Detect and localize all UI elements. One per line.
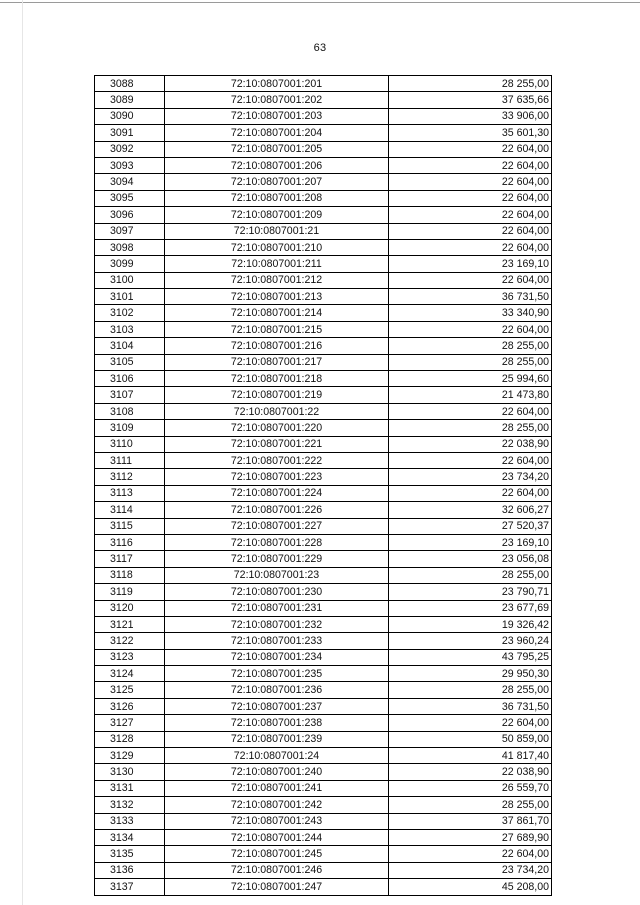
row-number-cell: 3111 bbox=[95, 452, 165, 468]
cadastral-value-cell: 28 255,00 bbox=[389, 797, 552, 813]
cadastral-value-cell: 28 255,00 bbox=[389, 682, 552, 698]
cadastral-value-cell: 22 604,00 bbox=[389, 141, 552, 157]
cadastral-value-cell: 35 601,30 bbox=[389, 125, 552, 141]
cadastral-number-cell: 72:10:0807001:237 bbox=[165, 698, 389, 714]
cadastral-value-cell: 23 169,10 bbox=[389, 256, 552, 272]
cadastral-value-cell: 23 734,20 bbox=[389, 862, 552, 878]
cadastral-number-cell: 72:10:0807001:241 bbox=[165, 780, 389, 796]
cadastral-number-cell: 72:10:0807001:227 bbox=[165, 518, 389, 534]
table-row bbox=[95, 239, 552, 255]
row-number-cell: 3110 bbox=[95, 436, 165, 452]
cadastral-number-cell: 72:10:0807001:226 bbox=[165, 502, 389, 518]
cadastral-number-cell: 72:10:0807001:21 bbox=[165, 223, 389, 239]
table-row bbox=[95, 76, 552, 92]
row-number-cell: 3095 bbox=[95, 190, 165, 206]
row-number-cell: 3098 bbox=[95, 239, 165, 255]
cadastral-number-cell: 72:10:0807001:24 bbox=[165, 748, 389, 764]
table-row bbox=[95, 141, 552, 157]
cadastral-value-cell: 22 604,00 bbox=[389, 174, 552, 190]
row-number-cell: 3135 bbox=[95, 846, 165, 862]
table-row bbox=[95, 666, 552, 682]
cadastral-number-cell: 72:10:0807001:205 bbox=[165, 141, 389, 157]
cadastral-number-cell: 72:10:0807001:220 bbox=[165, 420, 389, 436]
cadastral-number-cell: 72:10:0807001:213 bbox=[165, 289, 389, 305]
table-row bbox=[95, 354, 552, 370]
cadastral-number-cell: 72:10:0807001:208 bbox=[165, 190, 389, 206]
row-number-cell: 3094 bbox=[95, 174, 165, 190]
table-row bbox=[95, 748, 552, 764]
cadastral-value-cell: 29 950,30 bbox=[389, 666, 552, 682]
table-row bbox=[95, 813, 552, 829]
cadastral-value-cell: 22 604,00 bbox=[389, 207, 552, 223]
row-number-cell: 3102 bbox=[95, 305, 165, 321]
cadastral-value-cell: 36 731,50 bbox=[389, 289, 552, 305]
cadastral-value-cell: 22 604,00 bbox=[389, 223, 552, 239]
row-number-cell: 3104 bbox=[95, 338, 165, 354]
cadastral-number-cell: 72:10:0807001:247 bbox=[165, 879, 389, 895]
cadastral-number-cell: 72:10:0807001:238 bbox=[165, 715, 389, 731]
cadastral-number-cell: 72:10:0807001:242 bbox=[165, 797, 389, 813]
cadastral-value-cell: 22 604,00 bbox=[389, 452, 552, 468]
row-number-cell: 3100 bbox=[95, 272, 165, 288]
table-row bbox=[95, 174, 552, 190]
table-row bbox=[95, 485, 552, 501]
row-number-cell: 3099 bbox=[95, 256, 165, 272]
cadastral-value-cell: 22 604,00 bbox=[389, 157, 552, 173]
table-body bbox=[95, 76, 552, 896]
cadastral-value-cell: 43 795,25 bbox=[389, 649, 552, 665]
cadastral-value-cell: 28 255,00 bbox=[389, 567, 552, 583]
table-row bbox=[95, 698, 552, 714]
row-number-cell: 3127 bbox=[95, 715, 165, 731]
left-margin-line bbox=[22, 0, 23, 905]
table-row bbox=[95, 223, 552, 239]
row-number-cell: 3105 bbox=[95, 354, 165, 370]
table-row bbox=[95, 600, 552, 616]
cadastral-number-cell: 72:10:0807001:230 bbox=[165, 584, 389, 600]
cadastral-number-cell: 72:10:0807001:201 bbox=[165, 76, 389, 92]
row-number-cell: 3132 bbox=[95, 797, 165, 813]
table-row bbox=[95, 190, 552, 206]
table-row bbox=[95, 862, 552, 878]
cadastral-value-cell: 19 326,42 bbox=[389, 616, 552, 632]
cadastral-value-cell: 21 473,80 bbox=[389, 387, 552, 403]
row-number-cell: 3125 bbox=[95, 682, 165, 698]
cadastral-value-cell: 37 635,66 bbox=[389, 92, 552, 108]
row-number-cell: 3117 bbox=[95, 551, 165, 567]
row-number-cell: 3128 bbox=[95, 731, 165, 747]
row-number-cell: 3092 bbox=[95, 141, 165, 157]
row-number-cell: 3088 bbox=[95, 76, 165, 92]
table-row bbox=[95, 502, 552, 518]
cadastral-number-cell: 72:10:0807001:215 bbox=[165, 321, 389, 337]
cadastral-number-cell: 72:10:0807001:246 bbox=[165, 862, 389, 878]
cadastral-number-cell: 72:10:0807001:218 bbox=[165, 371, 389, 387]
table-row bbox=[95, 403, 552, 419]
row-number-cell: 3126 bbox=[95, 698, 165, 714]
row-number-cell: 3116 bbox=[95, 534, 165, 550]
table-row bbox=[95, 452, 552, 468]
table-row bbox=[95, 272, 552, 288]
cadastral-number-cell: 72:10:0807001:219 bbox=[165, 387, 389, 403]
row-number-cell: 3114 bbox=[95, 502, 165, 518]
table-row bbox=[95, 305, 552, 321]
row-number-cell: 3101 bbox=[95, 289, 165, 305]
cadastral-value-cell: 22 604,00 bbox=[389, 190, 552, 206]
row-number-cell: 3089 bbox=[95, 92, 165, 108]
row-number-cell: 3108 bbox=[95, 403, 165, 419]
cadastral-value-cell: 45 208,00 bbox=[389, 879, 552, 895]
cadastral-number-cell: 72:10:0807001:244 bbox=[165, 829, 389, 845]
cadastral-value-cell: 28 255,00 bbox=[389, 76, 552, 92]
cadastral-number-cell: 72:10:0807001:233 bbox=[165, 633, 389, 649]
cadastral-value-cell: 22 604,00 bbox=[389, 846, 552, 862]
cadastral-number-cell: 72:10:0807001:214 bbox=[165, 305, 389, 321]
table-row bbox=[95, 157, 552, 173]
cadastral-value-cell: 28 255,00 bbox=[389, 338, 552, 354]
table-row bbox=[95, 829, 552, 845]
cadastral-value-cell: 33 906,00 bbox=[389, 108, 552, 124]
row-number-cell: 3103 bbox=[95, 321, 165, 337]
table-row bbox=[95, 289, 552, 305]
cadastral-number-cell: 72:10:0807001:236 bbox=[165, 682, 389, 698]
cadastral-number-cell: 72:10:0807001:217 bbox=[165, 354, 389, 370]
cadastral-value-cell: 37 861,70 bbox=[389, 813, 552, 829]
cadastral-value-cell: 27 689,90 bbox=[389, 829, 552, 845]
row-number-cell: 3124 bbox=[95, 666, 165, 682]
cadastral-number-cell: 72:10:0807001:240 bbox=[165, 764, 389, 780]
cadastral-number-cell: 72:10:0807001:234 bbox=[165, 649, 389, 665]
row-number-cell: 3115 bbox=[95, 518, 165, 534]
row-number-cell: 3130 bbox=[95, 764, 165, 780]
cadastral-value-cell: 22 038,90 bbox=[389, 436, 552, 452]
cadastral-value-cell: 28 255,00 bbox=[389, 420, 552, 436]
table-row bbox=[95, 682, 552, 698]
table-row bbox=[95, 371, 552, 387]
cadastral-number-cell: 72:10:0807001:232 bbox=[165, 616, 389, 632]
cadastral-value-cell: 36 731,50 bbox=[389, 698, 552, 714]
row-number-cell: 3107 bbox=[95, 387, 165, 403]
row-number-cell: 3090 bbox=[95, 108, 165, 124]
row-number-cell: 3136 bbox=[95, 862, 165, 878]
table-row bbox=[95, 469, 552, 485]
table-row bbox=[95, 633, 552, 649]
top-border-line bbox=[0, 2, 640, 3]
cadastral-value-table bbox=[94, 75, 552, 896]
table-row bbox=[95, 764, 552, 780]
row-number-cell: 3121 bbox=[95, 616, 165, 632]
table-row bbox=[95, 256, 552, 272]
cadastral-number-cell: 72:10:0807001:231 bbox=[165, 600, 389, 616]
table-row bbox=[95, 108, 552, 124]
cadastral-number-cell: 72:10:0807001:209 bbox=[165, 207, 389, 223]
cadastral-number-cell: 72:10:0807001:202 bbox=[165, 92, 389, 108]
cadastral-value-cell: 22 604,00 bbox=[389, 272, 552, 288]
cadastral-value-cell: 25 994,60 bbox=[389, 371, 552, 387]
row-number-cell: 3106 bbox=[95, 371, 165, 387]
cadastral-value-cell: 23 056,08 bbox=[389, 551, 552, 567]
cadastral-number-cell: 72:10:0807001:212 bbox=[165, 272, 389, 288]
row-number-cell: 3113 bbox=[95, 485, 165, 501]
table-row bbox=[95, 321, 552, 337]
row-number-cell: 3097 bbox=[95, 223, 165, 239]
row-number-cell: 3118 bbox=[95, 567, 165, 583]
table-row bbox=[95, 92, 552, 108]
cadastral-value-cell: 23 960,24 bbox=[389, 633, 552, 649]
row-number-cell: 3119 bbox=[95, 584, 165, 600]
row-number-cell: 3133 bbox=[95, 813, 165, 829]
cadastral-value-cell: 23 734,20 bbox=[389, 469, 552, 485]
row-number-cell: 3112 bbox=[95, 469, 165, 485]
cadastral-number-cell: 72:10:0807001:204 bbox=[165, 125, 389, 141]
cadastral-number-cell: 72:10:0807001:207 bbox=[165, 174, 389, 190]
cadastral-value-cell: 27 520,37 bbox=[389, 518, 552, 534]
cadastral-value-cell: 22 604,00 bbox=[389, 403, 552, 419]
cadastral-number-cell: 72:10:0807001:245 bbox=[165, 846, 389, 862]
cadastral-value-cell: 23 677,69 bbox=[389, 600, 552, 616]
table-row bbox=[95, 534, 552, 550]
cadastral-number-cell: 72:10:0807001:206 bbox=[165, 157, 389, 173]
table-row bbox=[95, 616, 552, 632]
cadastral-number-cell: 72:10:0807001:243 bbox=[165, 813, 389, 829]
cadastral-value-cell: 22 604,00 bbox=[389, 321, 552, 337]
cadastral-number-cell: 72:10:0807001:239 bbox=[165, 731, 389, 747]
cadastral-value-cell: 22 038,90 bbox=[389, 764, 552, 780]
row-number-cell: 3137 bbox=[95, 879, 165, 895]
table-row bbox=[95, 207, 552, 223]
table-row bbox=[95, 420, 552, 436]
cadastral-number-cell: 72:10:0807001:216 bbox=[165, 338, 389, 354]
cadastral-value-cell: 22 604,00 bbox=[389, 239, 552, 255]
row-number-cell: 3134 bbox=[95, 829, 165, 845]
cadastral-number-cell: 72:10:0807001:23 bbox=[165, 567, 389, 583]
cadastral-number-cell: 72:10:0807001:221 bbox=[165, 436, 389, 452]
cadastral-number-cell: 72:10:0807001:224 bbox=[165, 485, 389, 501]
cadastral-value-cell: 32 606,27 bbox=[389, 502, 552, 518]
cadastral-number-cell: 72:10:0807001:235 bbox=[165, 666, 389, 682]
cadastral-value-cell: 41 817,40 bbox=[389, 748, 552, 764]
row-number-cell: 3093 bbox=[95, 157, 165, 173]
cadastral-number-cell: 72:10:0807001:210 bbox=[165, 239, 389, 255]
cadastral-value-cell: 26 559,70 bbox=[389, 780, 552, 796]
table-row bbox=[95, 518, 552, 534]
cadastral-number-cell: 72:10:0807001:223 bbox=[165, 469, 389, 485]
row-number-cell: 3096 bbox=[95, 207, 165, 223]
cadastral-number-cell: 72:10:0807001:229 bbox=[165, 551, 389, 567]
cadastral-value-cell: 50 859,00 bbox=[389, 731, 552, 747]
row-number-cell: 3122 bbox=[95, 633, 165, 649]
cadastral-number-cell: 72:10:0807001:228 bbox=[165, 534, 389, 550]
table-row bbox=[95, 846, 552, 862]
cadastral-number-cell: 72:10:0807001:211 bbox=[165, 256, 389, 272]
table-row bbox=[95, 125, 552, 141]
cadastral-value-cell: 22 604,00 bbox=[389, 485, 552, 501]
table-row bbox=[95, 780, 552, 796]
row-number-cell: 3129 bbox=[95, 748, 165, 764]
table-row bbox=[95, 551, 552, 567]
cadastral-value-cell: 23 790,71 bbox=[389, 584, 552, 600]
table-row bbox=[95, 567, 552, 583]
cadastral-value-cell: 28 255,00 bbox=[389, 354, 552, 370]
cadastral-value-cell: 22 604,00 bbox=[389, 715, 552, 731]
table-row bbox=[95, 879, 552, 895]
row-number-cell: 3109 bbox=[95, 420, 165, 436]
table-row bbox=[95, 797, 552, 813]
table-row bbox=[95, 649, 552, 665]
table-row bbox=[95, 387, 552, 403]
table-row bbox=[95, 436, 552, 452]
table-row bbox=[95, 338, 552, 354]
cadastral-number-cell: 72:10:0807001:222 bbox=[165, 452, 389, 468]
cadastral-value-cell: 33 340,90 bbox=[389, 305, 552, 321]
page-number: 63 bbox=[313, 42, 327, 54]
row-number-cell: 3120 bbox=[95, 600, 165, 616]
row-number-cell: 3131 bbox=[95, 780, 165, 796]
table-row bbox=[95, 715, 552, 731]
table-row bbox=[95, 731, 552, 747]
cadastral-number-cell: 72:10:0807001:22 bbox=[165, 403, 389, 419]
cadastral-number-cell: 72:10:0807001:203 bbox=[165, 108, 389, 124]
cadastral-value-cell: 23 169,10 bbox=[389, 534, 552, 550]
row-number-cell: 3123 bbox=[95, 649, 165, 665]
table-row bbox=[95, 584, 552, 600]
row-number-cell: 3091 bbox=[95, 125, 165, 141]
